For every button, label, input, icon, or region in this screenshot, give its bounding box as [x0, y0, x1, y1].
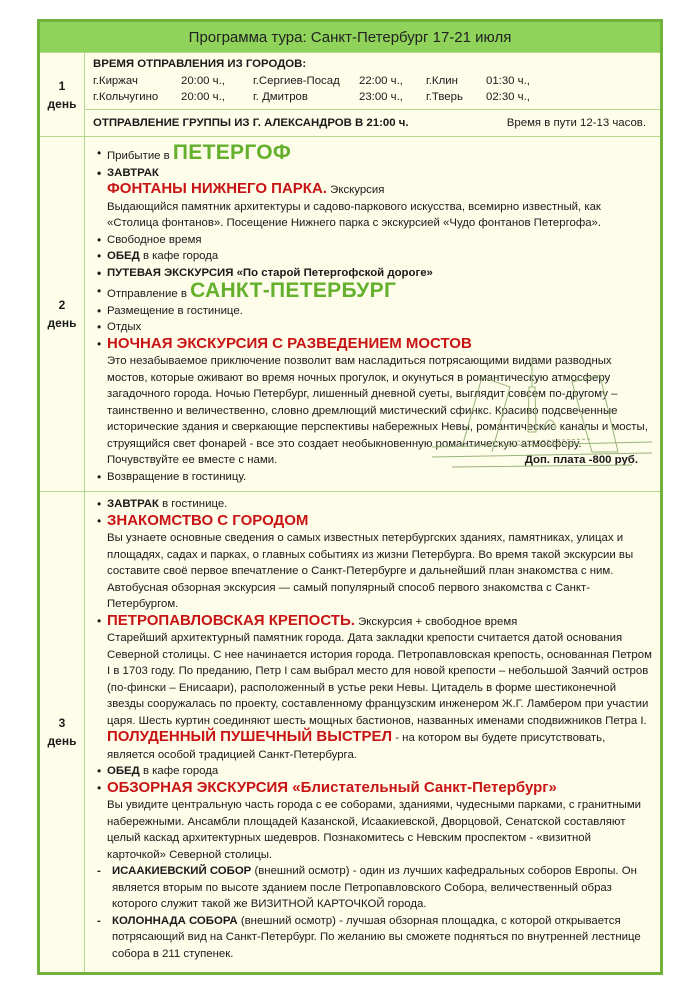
- drawbridge-illustration: [432, 357, 652, 477]
- day-3-row: [40, 492, 660, 972]
- rest-item: • Отдых: [97, 319, 652, 336]
- breakfast-rest: в гостинице.: [162, 498, 228, 510]
- city: г.Киржач: [93, 74, 138, 87]
- city-intro-title: ЗНАКОМСТВО С ГОРОДОМ: [107, 511, 309, 529]
- city: г.Тверь: [426, 91, 463, 103]
- arrival-place: ПЕТЕРГОФ: [172, 141, 292, 164]
- road-tour-item: • ПУТЕВАЯ ЭКСКУРСИЯ «По старой Петергофской дороге»: [97, 265, 652, 282]
- lunch-item: [97, 248, 652, 265]
- overview-item: [97, 780, 652, 798]
- day-2-label: [40, 137, 85, 491]
- city: г.Клин: [426, 74, 458, 87]
- night-tour-text: Это незабываемое приключение позволит вам насладиться потрясающими видами разводных мостов, которые оживают во время ночных прогулок, и окунуться в романтическую атмосферу загадочного города. Ночью Петербург, лишенный дневной суеты, выглядит совсем по-другому – таинственно и величественно, словно дремлющий мистический сфинкс. Красиво подсвеченные исторические здания и сверкающие перспективы набережных Невы, романтические каналы и мосты, струящийся свет фонарей - все это создает необыкновенную романтическую атмосферу.: [107, 355, 648, 450]
- day-number: 1: [58, 78, 66, 93]
- day-1-label: [40, 53, 85, 136]
- departure-header: ВРЕМЯ ОТПРАВЛЕНИЯ ИЗ ГОРОДОВ:: [93, 58, 307, 70]
- sight-item: [93, 913, 652, 963]
- city-time: 23:00 ч.,: [359, 91, 403, 103]
- travel-time: Время в пути 12-13 часов.: [506, 116, 646, 129]
- arrival-prefix: Прибытие в: [107, 150, 170, 162]
- dome: [544, 420, 556, 427]
- fortress-text: Старейший архитектурный памятник города. Дата закладки крепости считается датой основания Северной столицы. С нее начинается история города. Петропавловская крепость, основанная Петром I в 1703 году. По преданию, Петр I сам выбрал место для новой крепости – небольшой Заячий остров (по-фински – Енисаари), расположенный в устье реки Невы. Цитадель в форме шестиконечной звезды сооружалась по проекту, составленному французским инженером Ж.Г. Ламбером при участии царя. Шесть куртин соединяют шесть мощных бастионов, названных именами сподвижников Петра I.: [107, 632, 652, 727]
- breakfast-item: [97, 496, 652, 513]
- lunch-bold: ОБЕД: [107, 765, 140, 777]
- city-intro-item: [97, 513, 652, 531]
- sight-name: ИСААКИЕВСКИЙ СОБОР: [112, 865, 252, 877]
- skyline: [492, 439, 592, 442]
- city-intro-text: Вы узнаете основные сведения о самых известных петербургских зданиях, памятниках, улицах и площадях, садах и парках, о главных событиях из жизни Петербурга. Во время такой экскурсии вы составите своё первое впечатление о Санкт-Петербурге и дальнейший план знакомства с ним. Автобусная обзорная экскурсия — самый популярный способ первого знакомства с Санкт-Петербургом.: [107, 532, 634, 610]
- group-departure: ОТПРАВЛЕНИЕ ГРУППЫ ИЗ Г. АЛЕКСАНДРОВ В 21:00 ч.: [93, 116, 409, 129]
- day-2-content: [85, 137, 660, 491]
- breakfast-item: • ЗАВТРАК: [97, 165, 652, 182]
- city-time: 20:00 ч.,: [181, 91, 225, 103]
- city: г.Кольчугино: [93, 91, 159, 103]
- sight-text: (внешний осмотр) - один из лучших кафедральных соборов Европы. Он является вторым по высоте зданием после Петропавловского Собора, величественный образ которого служит такой же ВИЗИТНОЙ КАРТОЧКОЙ города.: [112, 865, 637, 910]
- day-word: день: [47, 96, 77, 111]
- night-tour-title: НОЧНАЯ ЭКСКУРСИЯ С РАЗВЕДЕНИЕМ МОСТОВ: [107, 334, 472, 352]
- group-departure-block: [85, 109, 660, 137]
- fountains-suffix: Экскурсия: [330, 184, 385, 196]
- cannon-block: [93, 729, 652, 763]
- departure-place: САНКТ-ПЕТЕРБУРГ: [190, 279, 397, 302]
- extra-fee: Доп. плата -800 руб.: [524, 454, 638, 466]
- day-3-content: [85, 492, 660, 972]
- overview-title: ОБЗОРНАЯ ЭКСКУРСИЯ «Блистательный Санкт-Петербург»: [107, 778, 557, 796]
- departure-prefix: Отправление в: [107, 288, 187, 300]
- arrival-item: [97, 141, 652, 165]
- breakfast-bold: ЗАВТРАК: [107, 498, 159, 510]
- sight-item: [93, 863, 652, 913]
- sight-text: (внешний осмотр) - лучшая обзорная площадка, с которой открывается потрясающий вид на Санкт-Петербург. По желанию вы сможете подняться по внутренней лестнице собора в 211 ступенек.: [112, 914, 641, 960]
- cities-grid: [93, 73, 652, 106]
- fortress-item: [97, 613, 652, 631]
- fountains-text: Выдающийся памятник архитектуры и садово-паркового искусства, всемирно известный, как «Столица фонтанов». Посещение Нижнего парка с экскурсией «Чудо фонтанов Петергофа».: [107, 200, 602, 229]
- cannon-title: ПОЛУДЕННЫЙ ПУШЕЧНЫЙ ВЫСТРЕЛ: [107, 728, 393, 745]
- city: г. Дмитров: [253, 91, 308, 103]
- departure-item: [97, 279, 652, 303]
- city-time: 01:30 ч.,: [486, 74, 530, 87]
- return-item: • Возвращение в гостиницу.: [97, 469, 652, 486]
- hotel-item: • Размещение в гостинице.: [97, 303, 652, 320]
- city: г.Сергиев-Посад: [253, 74, 340, 87]
- fountains-title: ФОНТАНЫ НИЖНЕГО ПАРКА.: [107, 180, 327, 197]
- lunch-bold: ОБЕД: [107, 250, 140, 262]
- day-word: день: [47, 316, 77, 330]
- embankment: [432, 442, 652, 467]
- cannon-text: - на котором вы будете присутствовать, является особой традицией Санкт-Петербурга.: [107, 732, 606, 761]
- night-tour-item: [97, 336, 652, 354]
- tour-program-table: [37, 19, 663, 975]
- day-word: день: [47, 734, 77, 748]
- day-1-content: [85, 53, 660, 136]
- overview-text: Вы увидите центральную часть города с ее соборами, зданиями, чудесными парками, с гранитными набережными. Ансамбли площадей Казанской, Исаакиевской, Дворцовой, Сенатской составляют целый каскад архитектурных шедевров. Познакомитесь с Невским проспектом - «визитной карточкой» Северной столицы.: [107, 799, 642, 861]
- day-number: 2: [58, 298, 66, 312]
- fortress-title: ПЕТРОПАВЛОВСКАЯ КРЕПОСТЬ.: [107, 611, 355, 629]
- bridge-right-leaf: [572, 375, 618, 452]
- city-time: 20:00 ч.,: [181, 74, 225, 87]
- cathedral-tower: [528, 387, 536, 432]
- departure-times-block: [85, 53, 660, 109]
- sight-name: КОЛОННАДА СОБОРА: [112, 914, 238, 927]
- city-time: 02:30 ч.,: [486, 91, 530, 103]
- bridge-left-leaf: [462, 377, 510, 452]
- lunch-rest: в кафе города: [142, 250, 219, 262]
- lunch-item: [97, 763, 652, 780]
- lunch-rest: в кафе города: [142, 765, 219, 777]
- day-number: 3: [58, 716, 66, 730]
- city-time: 22:00 ч.,: [359, 74, 403, 87]
- day-1-row: [40, 53, 660, 137]
- free-time-item: • Свободное время: [97, 232, 652, 249]
- day-2-row: [40, 137, 660, 492]
- program-title: Программа тура: Санкт-Петербург 17-21 июля: [40, 22, 660, 53]
- day-3-block: [85, 492, 660, 972]
- fortress-suffix: Экскурсия + свободное время: [358, 615, 518, 628]
- day-3-label: [40, 492, 85, 972]
- fountains-block: [93, 181, 652, 232]
- night-tour-last: Почувствуйте ее вместе с нами.: [107, 454, 278, 466]
